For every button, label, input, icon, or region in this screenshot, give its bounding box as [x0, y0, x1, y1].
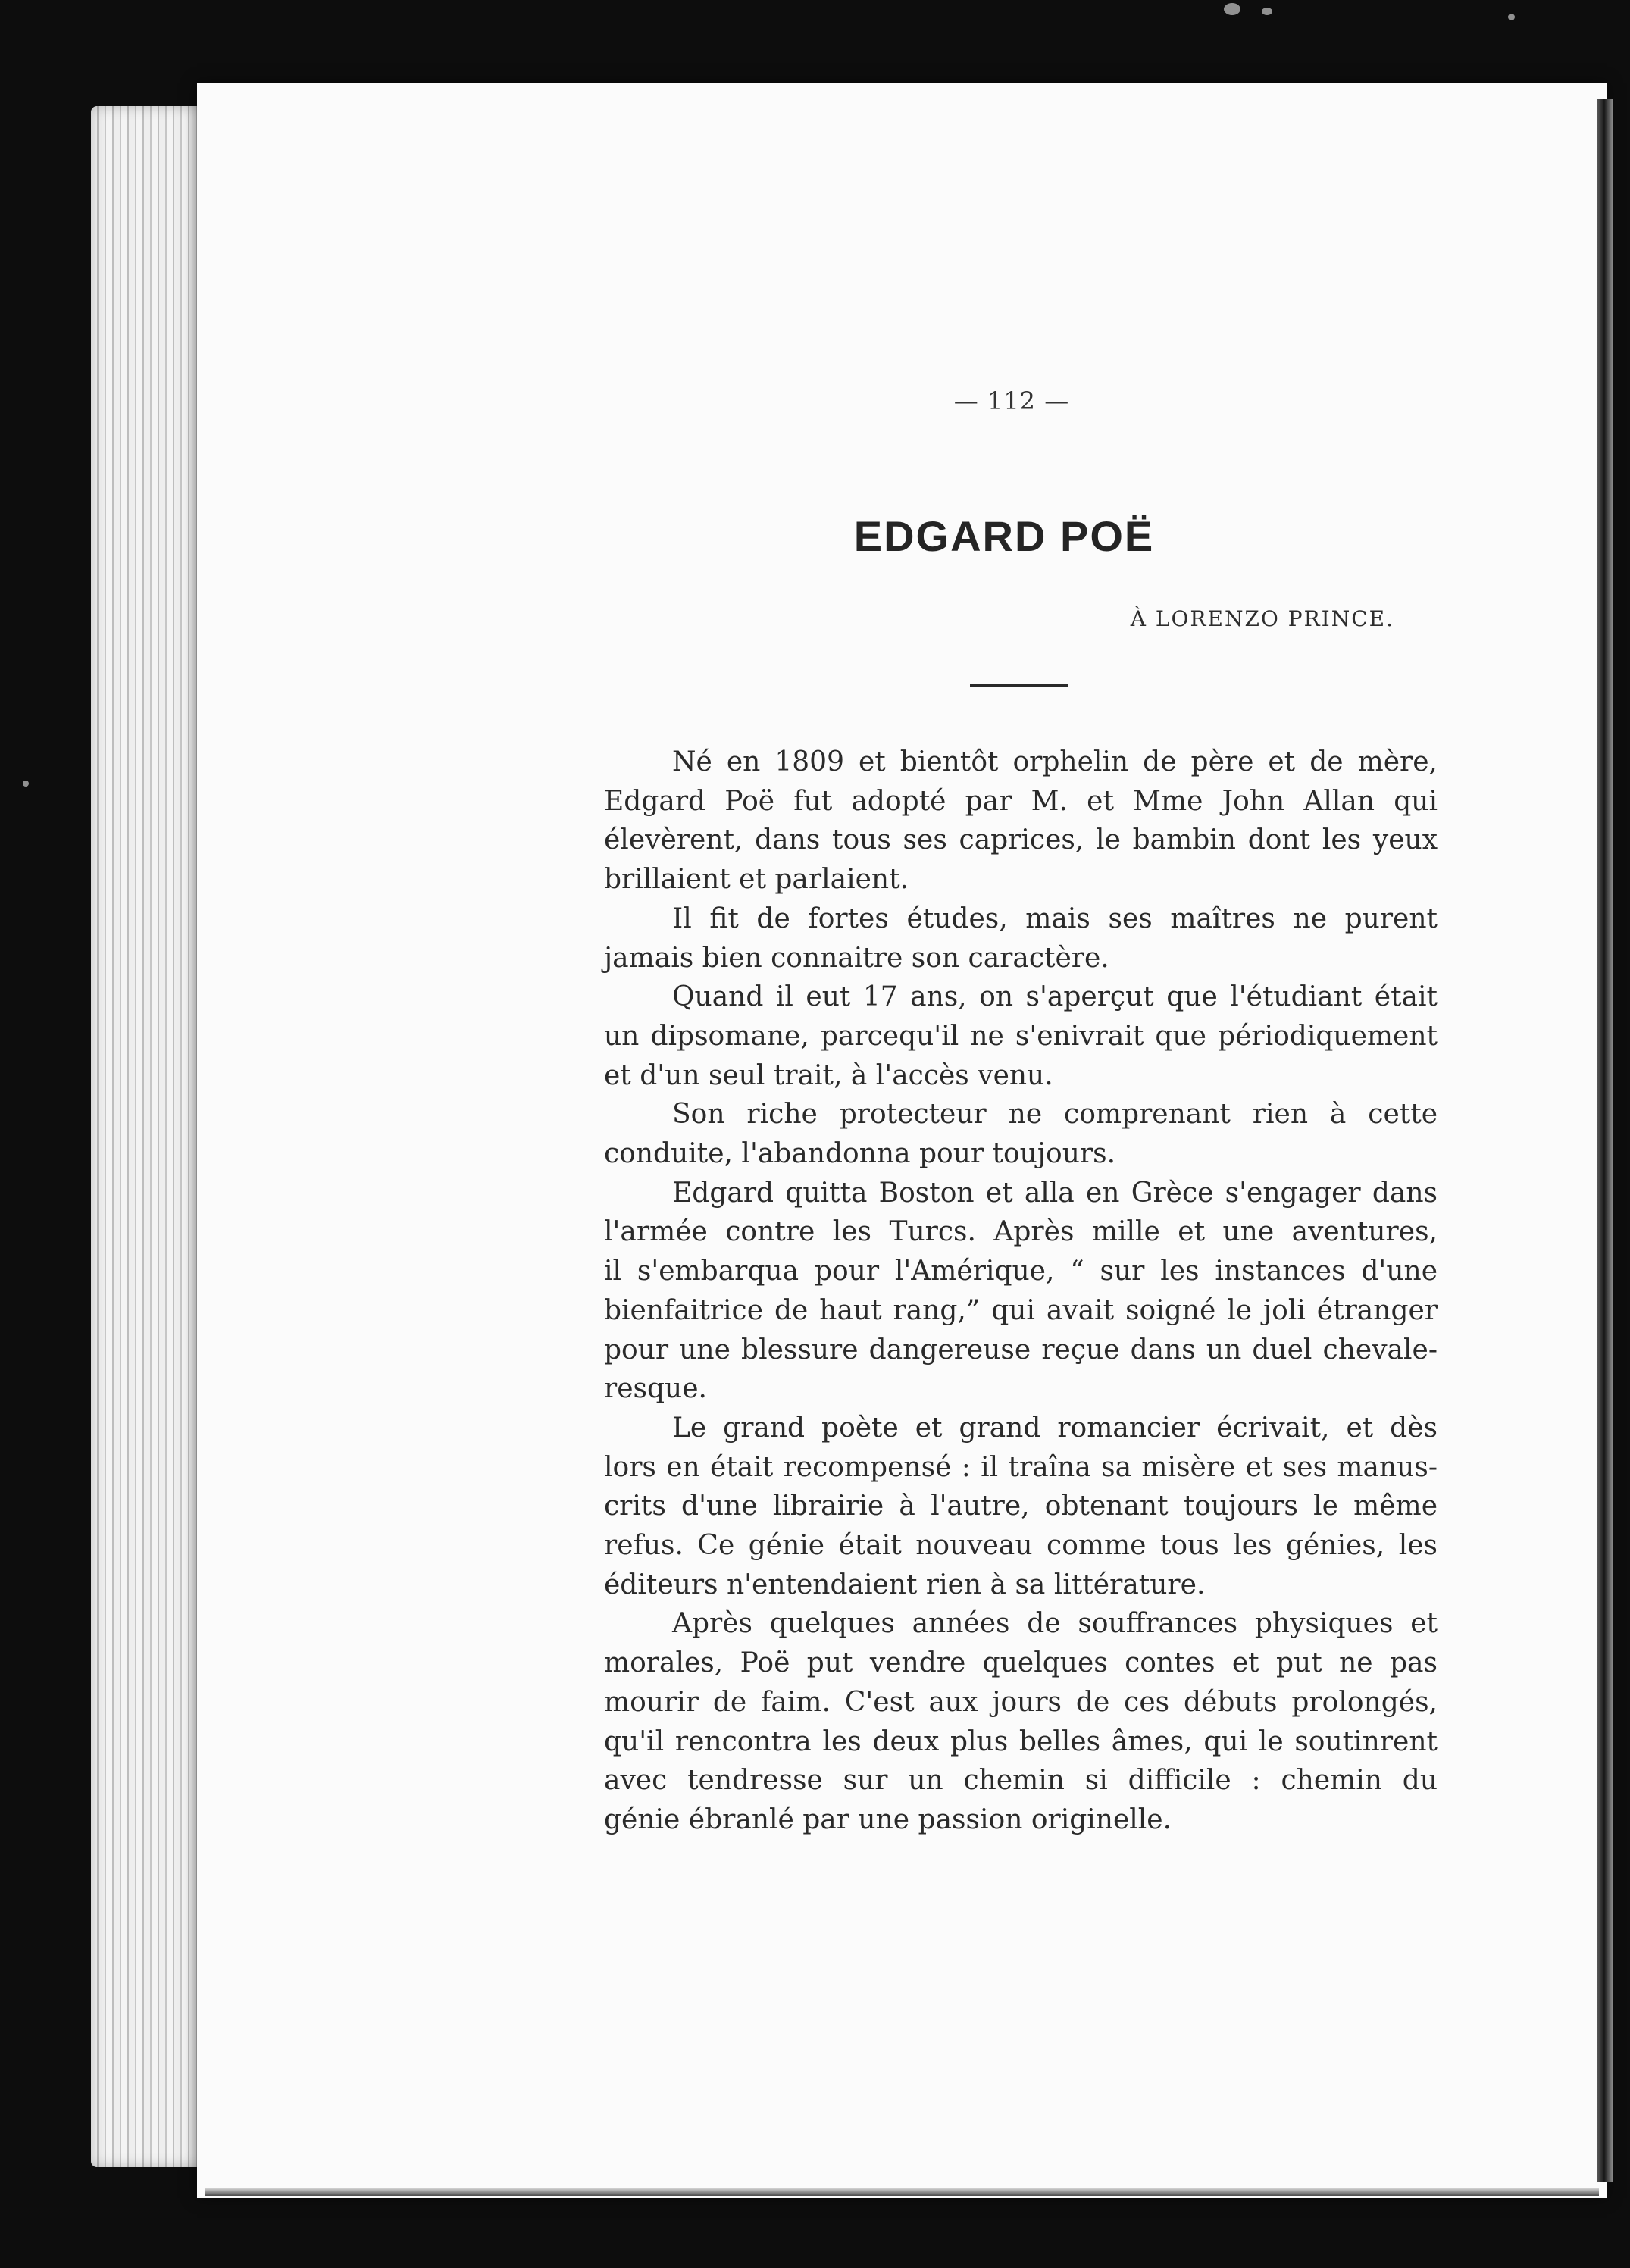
paragraph-line: mourir de faim. C'est aux jours de ces débuts prolongés, [604, 1686, 1438, 1718]
scan-speck [23, 781, 29, 787]
paragraph-line: brillaient et parlaient. [604, 864, 909, 896]
body-text [604, 743, 1438, 1840]
paragraph-line: lors en était recompensé : il traîna sa misère et ses manus- [604, 1451, 1438, 1483]
page-binding-edge [1597, 99, 1613, 2182]
paragraph-line: Son riche protecteur ne comprenant rien à cette [672, 1099, 1438, 1131]
scan-speck [1262, 8, 1272, 15]
paragraph-line: l'armée contre les Turcs. Après mille et une aventures, [604, 1216, 1438, 1248]
title-rule [970, 684, 1068, 687]
paragraph-line: pour une blessure dangereuse reçue dans un duel chevale- [604, 1334, 1438, 1365]
scan-speck [1224, 3, 1240, 15]
paragraph-line: génie ébranlé par une passion originelle. [604, 1803, 1172, 1835]
scan-speck [1508, 14, 1515, 20]
paragraph-line: éditeurs n'entendaient rien à sa littérature. [604, 1569, 1206, 1600]
paragraph-line: refus. Ce génie était nouveau comme tous les génies, les [604, 1530, 1438, 1562]
paragraph-line: avec tendresse sur un chemin si difficile : chemin du [604, 1765, 1438, 1797]
paragraph-line: conduite, l'abandonna pour toujours. [604, 1138, 1116, 1170]
paragraph-line: Edgard Poë fut adopté par M. et Mme John Allan qui [604, 785, 1438, 817]
paragraph-line: Edgard quitta Boston et alla en Grèce s'engager dans [672, 1177, 1438, 1209]
page-stack-edge [91, 106, 203, 2167]
chapter-title: EDGARD POË [853, 512, 1155, 560]
paragraph-line: Il fit de fortes études, mais ses maîtres ne purent [672, 903, 1438, 934]
paragraph-line: crits d'une librairie à l'autre, obtenant toujours le même [604, 1491, 1438, 1522]
paragraph-line: Quand il eut 17 ans, on s'aperçut que l'étudiant était [672, 981, 1438, 1013]
dedication: À LORENZO PRINCE. [1130, 606, 1394, 631]
paragraph-line: un dipsomane, parcequ'il ne s'enivrait que périodiquement [604, 1020, 1438, 1052]
paragraph-line: jamais bien connaitre son caractère. [604, 942, 1109, 974]
paragraph-line: morales, Poë put vendre quelques contes et put ne pas [604, 1647, 1438, 1679]
paragraph-line: Le grand poète et grand romancier écrivait, et dès [672, 1412, 1438, 1444]
paragraph-line: Après quelques années de souffrances physiques et [672, 1608, 1438, 1640]
paragraph-line: il s'embarqua pour l'Amérique, “ sur les instances d'une [604, 1256, 1438, 1287]
page-number: — 112 — [953, 386, 1070, 415]
paragraph-line: et d'un seul trait, à l'accès venu. [604, 1059, 1053, 1091]
paragraph-line: Né en 1809 et bientôt orphelin de père et de mère, [672, 746, 1438, 777]
paragraph-line: élevèrent, dans tous ses caprices, le bambin dont les yeux [604, 824, 1438, 856]
paragraph-line: resque. [604, 1373, 707, 1405]
paragraph-line: bienfaitrice de haut rang,” qui avait soigné le joli étranger [604, 1294, 1438, 1326]
page-bottom-edge [205, 2188, 1599, 2196]
paragraph-line: qu'il rencontra les deux plus belles âmes, qui le soutinrent [604, 1725, 1438, 1757]
